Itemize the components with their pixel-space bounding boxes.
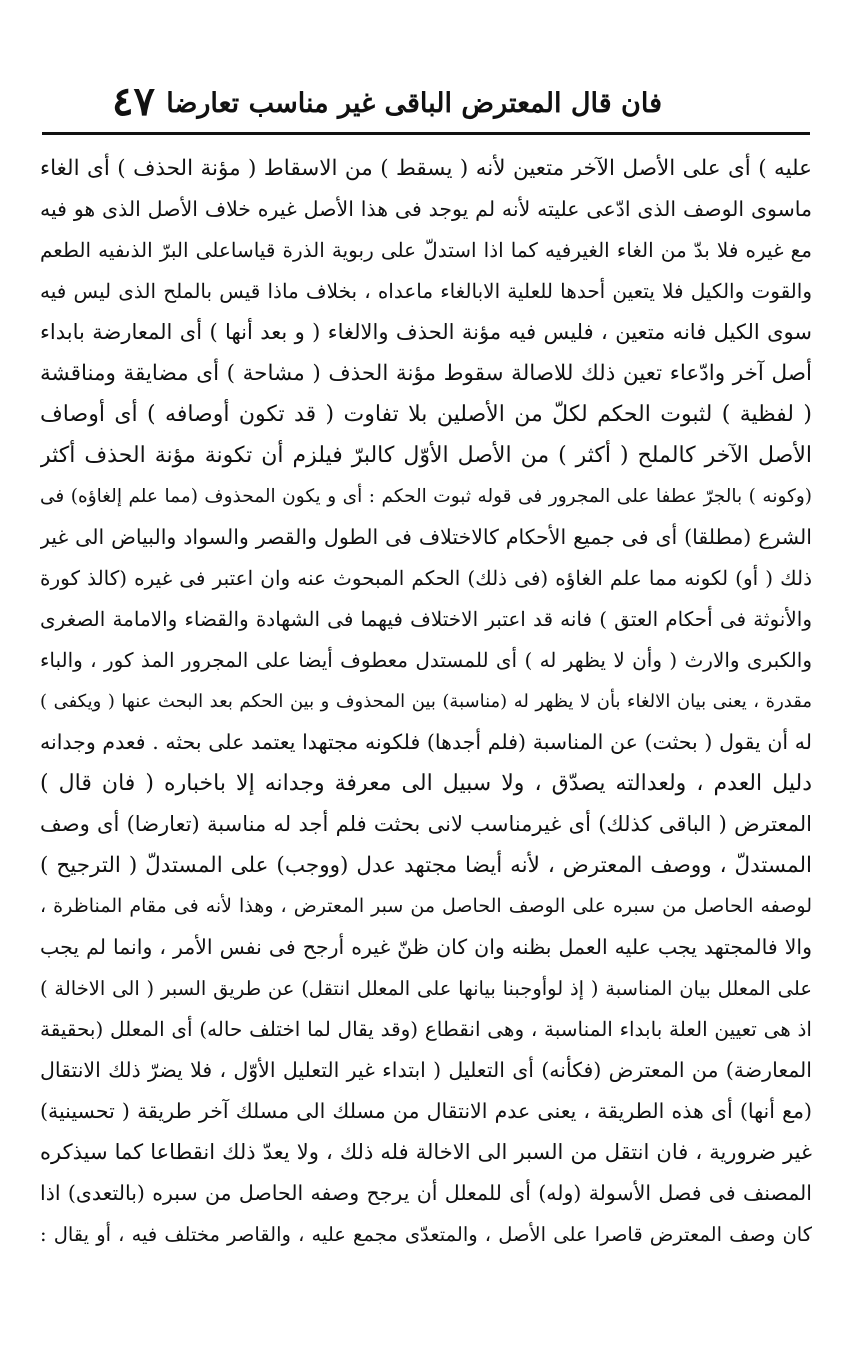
text-line: كان وصف المعترض قاصرا على الأصل ، والمتعدّى مجمع عليه ، والقاصر مختلف فيه ، أو يقال : — [40, 1223, 812, 1246]
text-line: المعارضة) من المعترض (فكأنه) أى التعليل ( ابتداء غير التعليل الأوّل ، فلا يضرّ ذلك الانتقال — [40, 1058, 812, 1082]
text-line: الشرع (مطلقا) أى فى جميع الأحكام كالاختلاف فى الطول والقصر والسواد والبياض الى غير — [40, 525, 812, 549]
text-line: اذ هى تعيين العلة بابداء المناسبة ، وهى انقطاع (وقد يقال لما اختلف حاله) أى المعلل (بحقيقة — [40, 1017, 812, 1041]
text-line: (مع أنها) أى هذه الطريقة ، يعنى عدم الانتقال من مسلك الى مسلك آخر طريقة ( تحسينية) — [40, 1099, 812, 1123]
text-line: له أن يقول ( بحثت) عن المناسبة (فلم أجدها) فلكونه مجتهدا يعتمد على بحثه . فعدم وجدانه — [40, 730, 812, 754]
text-line: سوى الكيل فانه متعين ، فليس فيه مؤنة الحذف والالغاء ( و بعد أنها ) أى المعارضة بابداء — [40, 320, 812, 344]
page-number: ٤٧ — [112, 78, 155, 125]
text-line: لوصفه الحاصل من سبره على الوصف الحاصل من سبر المعترض ، وهذا لأنه فى مقام المناظرة ، — [40, 895, 812, 917]
text-line: والقوت والكيل فلا يتعين أحدها للعلية الابالغاء ماعداه ، بخلاف ماذا قيس بالملح الذى ليس فيه — [40, 279, 812, 303]
text-line: والأنوثة فى أحكام العتق ) فانه قد اعتبر الاختلاف فيهما فى الشهادة والقضاء والامامة الصغرى — [40, 607, 812, 631]
running-title: فان قال المعترض الباقى غير مناسب تعارضا — [166, 88, 662, 119]
text-line: ( لفظية ) لثبوت الحكم لكلّ من الأصلين بلا تفاوت ( قد تكون أوصافه ) أى أوصاف — [40, 402, 812, 427]
header-rule — [42, 132, 810, 135]
text-line: ذلك ( أو) لكونه مما علم الغاؤه (فى ذلك) الحكم المبحوث عنه وان اعتبر فى غيره (كالذ كورة — [40, 566, 812, 590]
text-line: المصنف فى فصل الأسولة (وله) أى للمعلل أن يرجح وصفه الحاصل من سبره (بالتعدى) اذا — [40, 1181, 812, 1205]
text-line: أصل آخر وادّعاء تعين ذلك للاصالة سقوط مؤنة الحذف ( مشاحة ) أى مضايقة ومناقشة — [40, 361, 812, 386]
text-line: والكبرى والارث ( وأن لا يظهر له ) أى للمستدل معطوف أيضا على المجرور المذ كور ، والباء — [40, 648, 812, 672]
running-header — [40, 78, 812, 128]
text-line: الأصل الآخر كالملح ( أكثر ) من الأصل الأوّل كالبرّ فيلزم أن تكونة مؤنة الحذف أكثر — [40, 443, 812, 468]
text-line: المعترض ( الباقى كذلك) أى غيرمناسب لانى بحثت فلم أجد له مناسبة (تعارضا) أى وصف — [40, 812, 812, 836]
text-line: مقدرة ، يعنى بيان الالغاء بأن لا يظهر له (مناسبة) بين المحذوف و بين الحكم بعد البحث عنها ( ويكفى ) — [40, 691, 812, 712]
text-line: دليل العدم ، ولعدالته يصدّق ، ولا سبيل الى معرفة وجدانه إلا باخباره ( فان قال ) — [40, 771, 812, 796]
text-line: غير ضرورية ، فان انتقل من السبر الى الاخالة فله ذلك ، ولا يعدّ ذلك انقطاعا كما سيذكره — [40, 1140, 812, 1164]
body-text — [40, 148, 812, 1255]
text-line: ماسوى الوصف الذى ادّعى عليته لأنه لم يوجد فى هذا الأصل غيره خلاف الأصل الذى هو فيه — [40, 197, 812, 221]
text-line: مع غيره فلا بدّ من الغاء الغيرفيه كما اذا استدلّ على ربوية الذرة قياساعلى البرّ الذىفيه الطعم — [40, 238, 812, 262]
text-line: والا فالمجتهد يجب عليه العمل بظنه وان كان ظنّ غيره أرجح فى نفس الأمر ، وانما لم يجب — [40, 935, 812, 959]
text-line: المستدلّ ، ووصف المعترض ، لأنه أيضا مجتهد عدل (ووجب) على المستدلّ ( الترجيح ) — [40, 853, 812, 878]
text-line: على المعلل بيان المناسبة ( إذ لوأوجبنا بيانها على المعلل انتقل) عن طريق السبر ( الى الاخالة ) — [40, 977, 812, 1000]
text-line: عليه ) أى على الأصل الآخر متعين لأنه ( يسقط ) من الاسقاط ( مؤنة الحذف ) أى الغاء — [40, 156, 812, 181]
text-line: (وكونه ) بالجرّ عطفا على المجرور فى قوله ثبوت الحكم : أى و يكون المحذوف (مما علم إلغاؤه) فى — [40, 486, 812, 507]
